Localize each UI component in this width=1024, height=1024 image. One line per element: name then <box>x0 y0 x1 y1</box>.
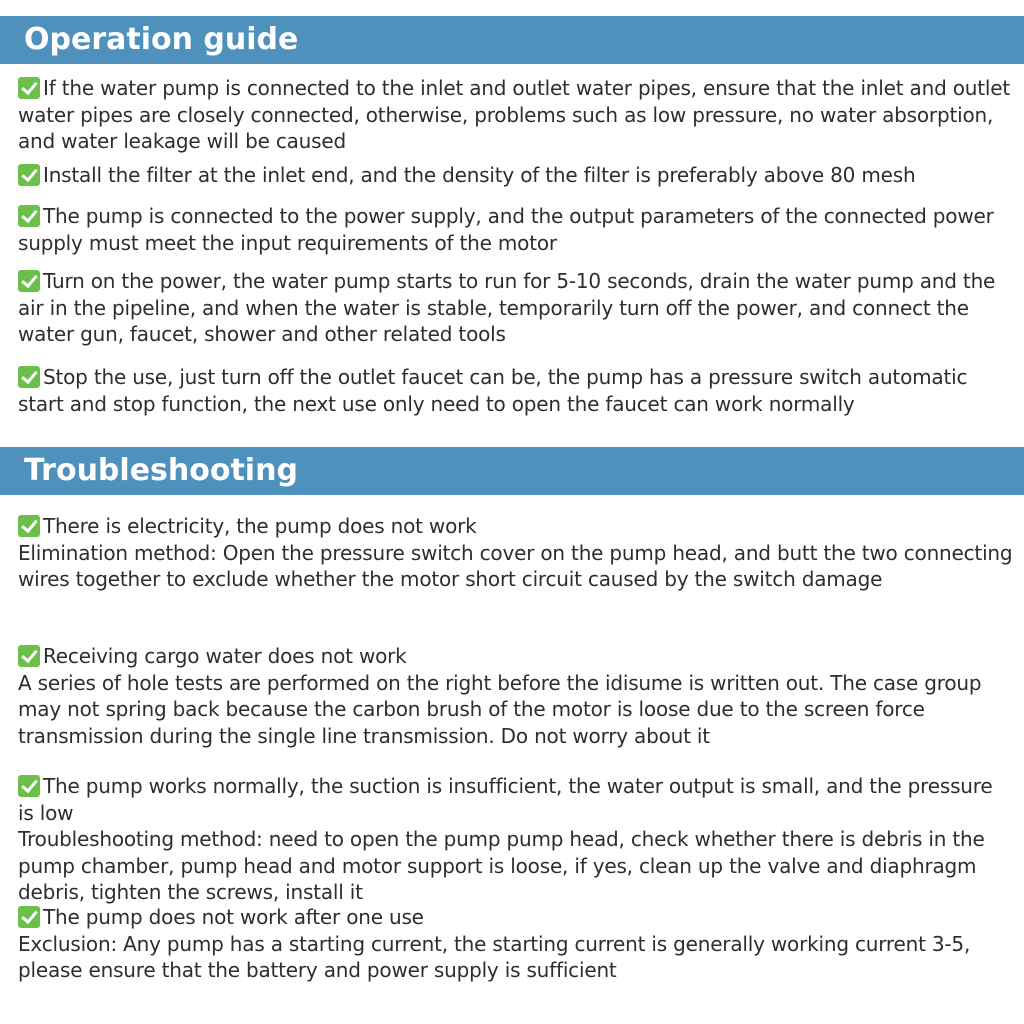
operation-step-2: Install the filter at the inlet end, and the density of the filter is preferably above 80 mesh <box>18 162 1014 189</box>
check-icon <box>18 205 40 227</box>
check-icon <box>18 906 40 928</box>
trouble-problem: The pump works normally, the suction is insufficient, the water output is small, and the pressure is low <box>18 774 993 825</box>
troubleshooting-header <box>0 447 1024 495</box>
operation-guide-header <box>0 16 1024 64</box>
check-icon <box>18 270 40 292</box>
operation-step-3: The pump is connected to the power supply, and the output parameters of the connected power supply must meet the input requirements of the motor <box>18 204 994 255</box>
operation-step-4: Turn on the power, the water pump starts to run for 5-10 seconds, drain the water pump and the air in the pipeline, and when the water is stable, temporarily turn off the power, and connect the water gun, faucet, shower and other related tools <box>18 269 996 346</box>
trouble-problem: There is electricity, the pump does not work <box>18 513 1014 540</box>
trouble-solution: Exclusion: Any pump has a starting current, the starting current is generally working current 3-5, please ensure that the battery and power supply is sufficient <box>18 931 971 982</box>
trouble-item-3 <box>18 773 1014 906</box>
check-icon <box>18 775 40 797</box>
trouble-problem: The pump does not work after one use <box>18 904 1014 931</box>
check-icon <box>18 515 40 537</box>
check-icon <box>18 366 40 388</box>
troubleshooting-title: Troubleshooting <box>24 453 298 488</box>
check-icon <box>18 645 40 667</box>
trouble-solution: A series of hole tests are performed on the right before the idisume is written out. The case group may not spring back because the carbon brush of the motor is loose due to the screen force transmission during the single line transmission. Do not worry about it <box>18 670 982 748</box>
trouble-solution: Troubleshooting method: need to open the pump pump head, check whether there is debris in the pump chamber, pump head and motor support is loose, if yes, clean up the valve and diaphragm debris, tighten the screws, install it <box>18 827 985 904</box>
check-icon <box>18 164 40 186</box>
check-icon <box>18 77 40 99</box>
operation-step-1: If the water pump is connected to the inlet and outlet water pipes, ensure that the inlet and outlet water pipes are closely connected, otherwise, problems such as low pressure, no water absorption, and water leakage will be caused <box>18 76 1010 153</box>
trouble-item-2 <box>18 643 1014 749</box>
trouble-problem: Receiving cargo water does not work <box>18 643 1014 670</box>
operation-step-5: Stop the use, just turn off the outlet faucet can be, the pump has a pressure switch automatic start and stop function, the next use only need to open the faucet can work normally <box>18 365 968 416</box>
operation-guide-title: Operation guide <box>24 22 299 57</box>
trouble-item-1 <box>18 513 1014 593</box>
trouble-solution: Elimination method: Open the pressure switch cover on the pump head, and butt the two connecting wires together to exclude whether the motor short circuit caused by the switch damage <box>18 540 1013 591</box>
trouble-item-4 <box>18 904 1014 984</box>
